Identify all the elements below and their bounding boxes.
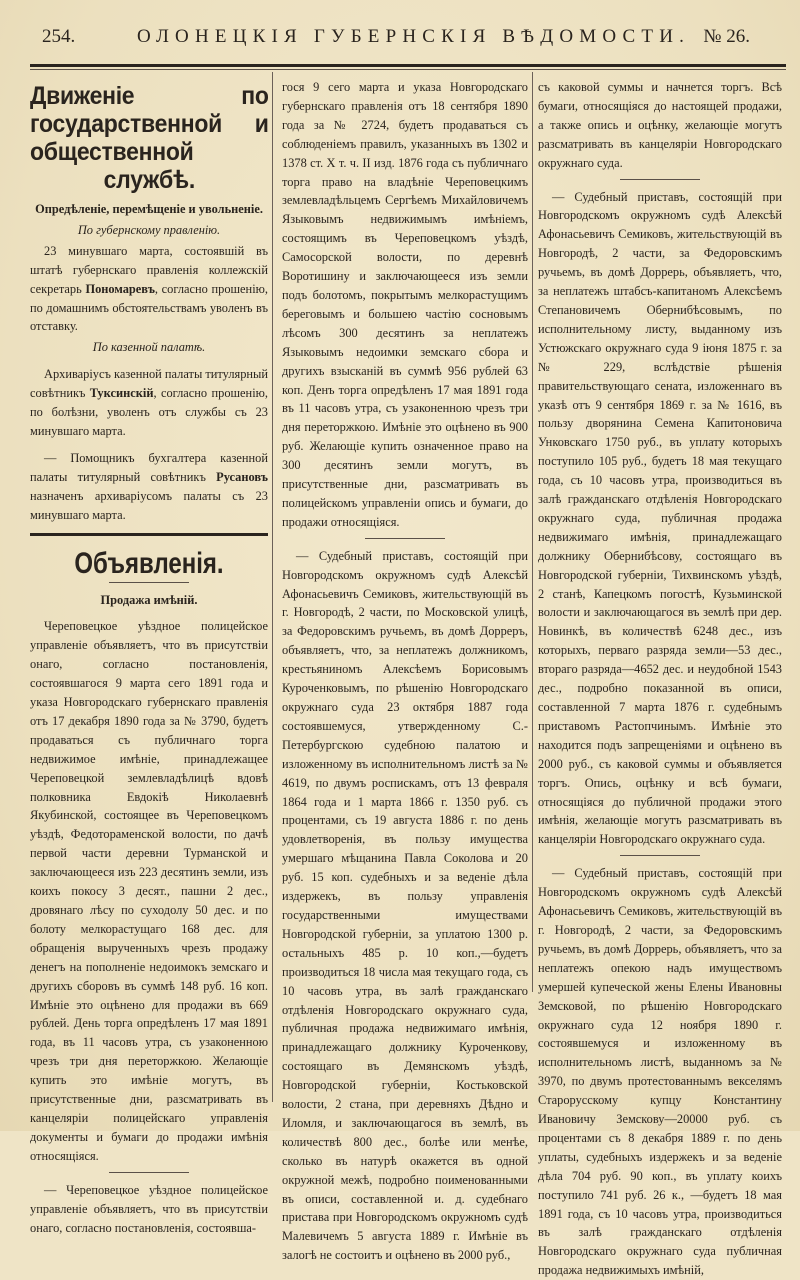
section-title: Движеніе по государственной и общественной службѣ.: [30, 82, 269, 194]
department-heading: По казенной палатѣ.: [92, 340, 206, 355]
notice-paragraph: — Помощникъ бухгалтера казенной палаты титулярный совѣтникъ Русановъ назначенъ архиваріусомъ палаты съ 23 минувшаго марта.: [30, 450, 268, 522]
notice-paragraph: — Череповецкое уѣздное полицейское управленіе объявляетъ, что въ присутствіи онаго, согласно постановленія, состоявша-: [30, 1182, 268, 1235]
notice-paragraph: — Судебный приставъ, состоящій при Новгородскомъ окружномъ судѣ Алексѣй Афонасьевичъ Семиковъ, жительствующій въ г. Новгородѣ, 2 части, за Федоровскимъ ручьемъ, въ домѣ Доррерь, объявляетъ, что за неплатежъ опекою надъ имуществомъ умершей купеческой жены Елены Ивановны Земсковой, по рѣшенію Новгородскаго окружнаго суда 12 ноября 1890 г. состоявшемуся и изложенному въ исполнительномъ листѣ, выданномъ за № 3970, по двумъ протестованнымъ векселямъ Старорусскому купцу Константину Ивановичу Земскову—20000 руб. съ процентами съ 8 декабря 1889 г. по день уплаты, судебныхъ издержекъ и за веденіе дѣла 704 руб. 90 коп., въ уплату коихъ поступило 741 руб. 26 к., —будетъ 18 мая 1891 года, съ 10 часовъ утра, производиться въ залѣ гражданскаго отдѣленія Новгородскаго окружнаго суда публичная продажа недвижимыхъ имѣній,: [538, 866, 782, 1278]
page-number: 254.: [42, 26, 76, 47]
issue-number: № 26.: [703, 26, 750, 47]
notice-paragraph: — Судебный приставъ, состоящій при Новгородскомъ окружномъ судѣ Алексѣй Афонасьевичъ Семиковъ, жительствующій въ г. Новгородѣ, 2 части, по Московской улицѣ, за Федоровскимъ ручьемъ, въ домѣ Дорреръ, объявляетъ, что, за неплатежъ должникомъ, крестьяниномъ Алексѣемъ Борисовымъ Куроченковымъ, по рѣшенію Новгородскаго окружнаго суда 23 октября 1887 года состоявшемуся, утвержденному С.-Петербургскою судебною палатою и изложенному въ исполнительномъ листѣ за № 4619, по двумъ роспискамъ, отъ 13 февраля 1864 года и 1 марта 1866 г. 1350 руб. съ процентами, съ 19 августа 1886 г. по день удовлетворенія, въ пользу имущества умершаго мѣщанина Павла Соколова и 20 руб. 15 коп. судебныхъ и за веденіе дѣла издержекъ, въ пользу управленія государственными имуществами Новгородской губерніи, за уплатою 1300 р. остальныхъ 485 р. 10 коп.,—будетъ производиться 18 числа мая текущаго года, съ 10 часовъ утра, въ залѣ гражданскаго отдѣленія Новгородскаго окружнаго суда, публичная продажа недвижимаго имѣнія, принадлежащаго должнику Куроченкову, состоящаго въ Демянскомъ уѣздѣ, Новгородской губерніи, Костьковской волости, 2 стана, при деревняхъ Дѣдно и Иломля, и заключающагося въ землѣ, въ количествѣ 800 дес., болѣе или менѣе, сколько въ натурѣ окажется въ одной окружной межѣ, подробно поименованными въ описи, составленной и. д. судебнаго пристава при Новгородскомъ окружномъ судѣ Малевичемъ 5 августа 1889 г. Имѣніе въ залогѣ не состоитъ и оцѣнено въ 2000 руб.,: [282, 548, 528, 1263]
header-rule: [30, 64, 786, 67]
column-divider: [272, 72, 273, 1102]
short-rule: [620, 179, 700, 180]
newspaper-title: ОЛОНЕЦКІЯ ГУБЕРНСКІЯ ВѢДОМОСТИ.: [137, 26, 691, 47]
page-header: [42, 26, 772, 56]
notice-paragraph: 23 минувшаго марта, состоявшій въ штатѣ губернскаго правленія коллежскій секретарь Пономаревъ, согласно прошенію, по домашнимъ обстоятельствамъ уволенъ въ отставку.: [30, 243, 268, 334]
notice-paragraph: Череповецкое уѣздное полицейское управленіе объявляетъ, что въ присутствіи онаго, согласно постановленія, состоявшагося 9 марта сего 1891 года и указа Новгородскаго губернскаго правленія отъ 17 декабря 1890 года за № 3790, будетъ продаваться съ публичнаго торга недвижимое имѣніе, принадлежащее Череповецкой землевладѣлицѣ вдовѣ полковника Евдокіѣ Николаевнѣ Якубинской, состоящее въ Череповецкомъ уѣздѣ, Федотораменской волости, по дачѣ первой части деревни Турманской и заключающееся изъ 223 десятинъ земли, изъ коихъ покосу 3 десят., пашни 2 дес., дровянаго лѣсу по суходолу 50 дес. и по болоту мелкорастущаго 168 дес. для обращенія вырученныхъ чрезъ продажу денегъ на пополненіе недоимокъ земскаго и другихъ сборовъ въ суммѣ 148 руб. 16 коп. Имѣніе это оцѣнено для продажи въ 669 рублей. День торга опредѣленъ 17 мая 1891 года, въ 11 часовъ утра, съ узаконенною чрезъ три дня переторжкою. Желающіе купить это имѣніе могутъ, въ присутственные дни, разсматривать въ канцеляріи полицейскаго управленія документы и бумаги до продажи имѣнія относящіяся.: [30, 619, 268, 1163]
short-rule: [620, 855, 700, 856]
column-2: [282, 78, 528, 1265]
sale-heading: Продажа имѣній.: [100, 592, 198, 607]
short-rule: [109, 582, 189, 583]
column-1: [30, 78, 268, 1237]
header-rule-thin: [30, 69, 786, 70]
notice-paragraph: гося 9 сего марта и указа Новгородскаго губернскаго правленія отъ 18 сентября 1890 года за № 2724, будетъ продаваться съ соблюденіемъ правилъ, указанныхъ въ 1302 и 1378 ст. X т. ч. II изд. 1876 года съ публичнаго торга право на владѣніе Череповецкимъ землевладѣльцемъ Сергѣемъ Михайловичемъ Языковымъ недвижимымъ имѣніемъ, состоящимъ въ Череповецкомъ уѣздѣ, Самосорской волости, по деревнѣ Воротишину и заключающееся изъ земли подъ болотомъ, покрытымъ мелкорастущимъ береговымъ и большею частію сосновымъ лѣсомъ 300 десятинъ за неплатежъ Языковымъ недоимки земскаго сбора и другихъ взысканій въ суммѣ 956 рублей 63 коп. Денъ торга опредѣленъ 17 мая 1891 года въ 11 часовъ утра, съ узаконенною чрезъ три дня переторжкою. Имѣніе это оцѣнено въ 900 руб. Желающіе купить означенное право на 300 десятинъ земли могутъ, въ присутственные дни, разсматривать въ полицейскомъ управленіи опись и бумаги, до продажи относящіяся.: [282, 80, 528, 529]
notice-paragraph: Архиваріусъ казенной палаты титулярный совѣтникъ Туксинскій, согласно прошенію, по болѣзни, уволенъ отъ службы съ 23 минувшаго марта.: [30, 367, 268, 438]
column-divider: [532, 72, 533, 992]
department-heading: По губернскому правленію.: [77, 222, 221, 237]
section-rule: [30, 533, 268, 536]
announcements-title: Объявленія.: [74, 546, 224, 580]
notice-paragraph: съ каковой суммы и начнется торгъ. Всѣ бумаги, относящіяся до настоящей продажи, а также опись и оцѣнку, желающіе могутъ разсматривать въ канцеляріи Новгородскаго окружнаго суда.: [538, 80, 782, 170]
short-rule: [365, 538, 445, 539]
notice-paragraph: — Судебный приставъ, состоящій при Новгородскомъ окружномъ судѣ Алексѣй Афонасьевичъ Семиковъ, жительствующій въ Новгородѣ, 2 части, за Федоровскимъ ручьемъ, въ домѣ Доррерь, объявляетъ, что, за неплатежъ штабсъ-капитаномъ Алексѣемъ Степановичемъ Обернибѣсовымъ, по исполнительному листу, выданному изъ Устюжскаго окружнаго суда 9 іюня 1875 г. за № 229, вслѣдствіе рѣшенія правительствующаго сената, изложеннаго въ указѣ отъ 9 сентября 1869 г. за № 1616, въ пользу дворянина Семена Капитоновича Унковскаго 1750 руб., въ уплату которыхъ поступило 105 руб., будетъ 18 мая текущаго года, съ 10 часовъ утра, производиться въ залѣ гражданскаго отдѣленія Новгородскаго окружнаго суда, публичная продажа недвижимаго имѣнія, принадлежащаго должнику Обернибѣсову, состоящаго въ Новгородской губерніи, Тихвинскомъ уѣздѣ, 2 станѣ, Капецкомъ погостѣ, Кузьминской волости и заключающагося въ землѣ при дер. Новинкѣ, въ количествѣ 6248 дес., изъ которыхъ, перваго разряда земли—53 дес., втораго разряда—4652 дес. и неудобной 1543 дес., подробно показанной въ описи, составленной 7 марта 1876 г. судебнымъ приставомъ Растопчинымъ. Имѣніе это находится подъ запрещеніями и оцѣнено въ 2000 руб., съ каковой суммы и объявляется торгъ. Опись, оцѣнку и всѣ бумаги, относящіяся до публичной продажи этого имѣнія, желающіе могутъ разсматривать въ канцеляріи Новгородскаго окружнаго суда.: [538, 189, 782, 847]
subheading: Опредѣленіе, перемѣщеніе и увольненіе.: [35, 202, 263, 216]
column-3: [538, 78, 782, 1280]
short-rule: [109, 1172, 189, 1173]
